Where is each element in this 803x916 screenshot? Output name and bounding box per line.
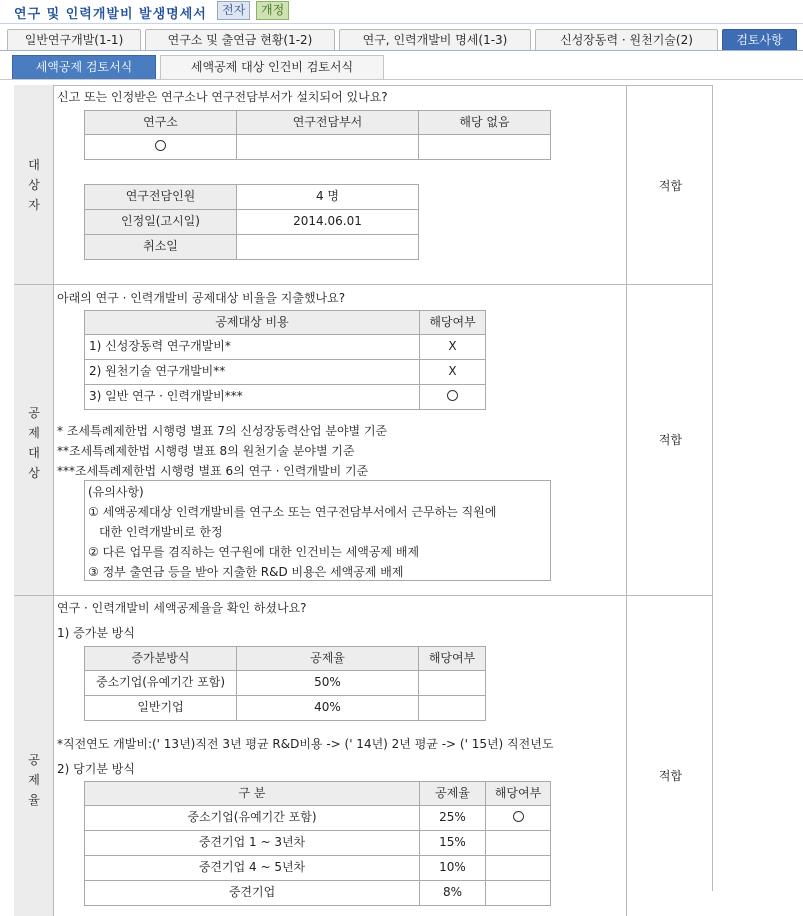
section-target-label: 대 상 자 [14,85,54,284]
note-1-cont: 대한 인력개발비로 한정 [99,525,223,539]
deduction-rate-result: 적합 [658,769,683,783]
current-header-type: 구 분 [84,781,420,806]
title-divider [0,23,803,24]
target-result-cell [626,85,713,284]
sub-tab-bar [0,55,803,80]
circle-mark-icon [513,811,524,822]
revision-badge[interactable]: 개정 [256,1,289,20]
cost-row-general: 3) 일반 연구 · 인력개발비*** [84,384,420,410]
cost-row-general-value[interactable] [419,384,486,410]
incremental-header-rate: 공제율 [236,646,419,671]
cost-row-growth-value[interactable]: X [419,334,486,360]
cancel-date-value[interactable] [236,234,419,260]
footnote-3: ***조세특례제한법 시행령 별표 6의 연구 · 인력개발비 기준 [57,464,369,478]
current-header-rate: 공제율 [419,781,486,806]
approval-date-value[interactable]: 2014.06.01 [236,209,419,235]
deduction-rate-question: 연구 · 인력개발비 세액공제율을 확인 하셨나요? [57,601,307,615]
staff-label: 연구전담인원 [84,184,237,210]
org-header-dept: 연구전담부서 [236,110,419,135]
current-row-sme-value[interactable] [485,805,551,831]
sub-tab-divider [0,79,803,80]
electronic-badge[interactable]: 전자 [217,1,250,20]
current-row-sme: 중소기업(유예기간 포함) [84,805,420,831]
tab-general-rnd[interactable]: 일반연구개발(1-1) [7,29,141,51]
deduction-target-question: 아래의 연구 · 인력개발비 공제대상 비율을 지출했나요? [57,291,346,305]
current-row-mid-1-3: 중견기업 1 ~ 3년차 [84,830,420,856]
approval-date-label: 인정일(고시일) [84,209,237,235]
notes-title: (유의사항) [88,485,144,499]
note-1: ① 세액공제대상 인력개발비를 연구소 또는 연구전담부서에서 근무하는 직원에 [88,505,497,519]
incremental-header-type: 증가분방식 [84,646,237,671]
incremental-header-applicable: 해당여부 [418,646,486,671]
footnote-2: **조세특례제한법 시행령 별표 8의 원천기술 분야별 기준 [57,444,355,458]
note-2: ② 다른 업무를 겸직하는 연구원에 대한 인건비는 세액공제 배제 [88,545,420,559]
deduction-rate-result-cell [626,596,713,916]
cancel-date-label: 취소일 [84,234,237,260]
current-row-mid-4-5-rate: 10% [419,855,486,881]
current-header-applicable: 해당여부 [485,781,551,806]
subtab-credit-review[interactable]: 세액공제 검토서식 [12,55,156,80]
current-row-mid-1-3-rate: 15% [419,830,486,856]
section-target [14,85,713,285]
main-tab-bar [0,29,803,51]
applicable-header: 해당여부 [419,310,486,335]
cost-row-source-tech: 2) 원천기술 연구개발비** [84,359,420,385]
notes-box [84,480,551,581]
footnote-1: * 조세특례제한법 시행령 별표 7의 신성장동력산업 분야별 기준 [57,424,388,438]
cost-row-growth: 1) 신성장동력 연구개발비* [84,334,420,360]
tab-review[interactable]: 검토사항 [722,29,797,51]
tab-growth-tech[interactable]: 신성장동력 · 원천기술(2) [535,29,718,51]
deduction-target-result-cell [626,285,713,595]
page-title: 연구 및 인력개발비 발생명세서 [14,7,207,22]
current-row-mid-rate: 8% [419,880,486,906]
incremental-row-sme-rate: 50% [236,670,419,696]
circle-mark-icon [447,390,458,401]
incremental-note: *직전연도 개발비:(' 13년)직전 3년 평균 R&D비용 -> (' 14년) 2년 평균 -> (' 15년) 직전년도 [57,737,554,751]
circle-mark-icon [155,140,166,151]
cost-row-source-tech-value[interactable]: X [419,359,486,385]
incremental-row-sme-value[interactable] [418,670,486,696]
subtab-labor-cost-review[interactable]: 세액공제 대상 인건비 검토서식 [160,55,384,80]
org-none-check[interactable] [418,134,551,160]
current-row-mid: 중견기업 [84,880,420,906]
current-row-mid-1-3-value[interactable] [485,830,551,856]
section-deduction-rate-label: 공 제 율 [14,596,54,916]
deduction-target-result: 적합 [658,433,683,447]
staff-value[interactable]: 4 명 [236,184,419,210]
current-row-mid-4-5-value[interactable] [485,855,551,881]
tab-lab-contribution[interactable]: 연구소 및 출연금 현황(1-2) [145,29,335,51]
org-lab-check[interactable] [84,134,237,160]
main-tab-divider [0,50,803,51]
incremental-title: 1) 증가분 방식 [57,626,135,640]
org-header-lab: 연구소 [84,110,237,135]
org-header-none: 해당 없음 [418,110,551,135]
current-row-sme-rate: 25% [419,805,486,831]
title-bar [0,0,803,26]
incremental-row-general-rate: 40% [236,695,419,721]
cost-header: 공제대상 비용 [84,310,420,335]
incremental-row-general-value[interactable] [418,695,486,721]
note-3: ③ 정부 출연금 등을 받아 지출한 R&D 비용은 세액공제 배제 [88,565,404,579]
tab-expense-detail[interactable]: 연구, 인력개발비 명세(1-3) [339,29,531,51]
current-row-mid-value[interactable] [485,880,551,906]
section-deduction-target-label: 공 제 대 상 [14,285,54,595]
incremental-row-sme: 중소기업(유예기간 포함) [84,670,237,696]
target-result: 적합 [658,179,683,193]
target-question: 신고 또는 인정받은 연구소나 연구전담부서가 설치되어 있나요? [57,90,388,104]
org-dept-check[interactable] [236,134,419,160]
incremental-row-general: 일반기업 [84,695,237,721]
section-deduction-rate [14,596,713,916]
current-row-mid-4-5: 중견기업 4 ~ 5년차 [84,855,420,881]
current-title: 2) 당기분 방식 [57,762,135,776]
review-form [14,85,713,899]
section-deduction-target [14,285,713,596]
